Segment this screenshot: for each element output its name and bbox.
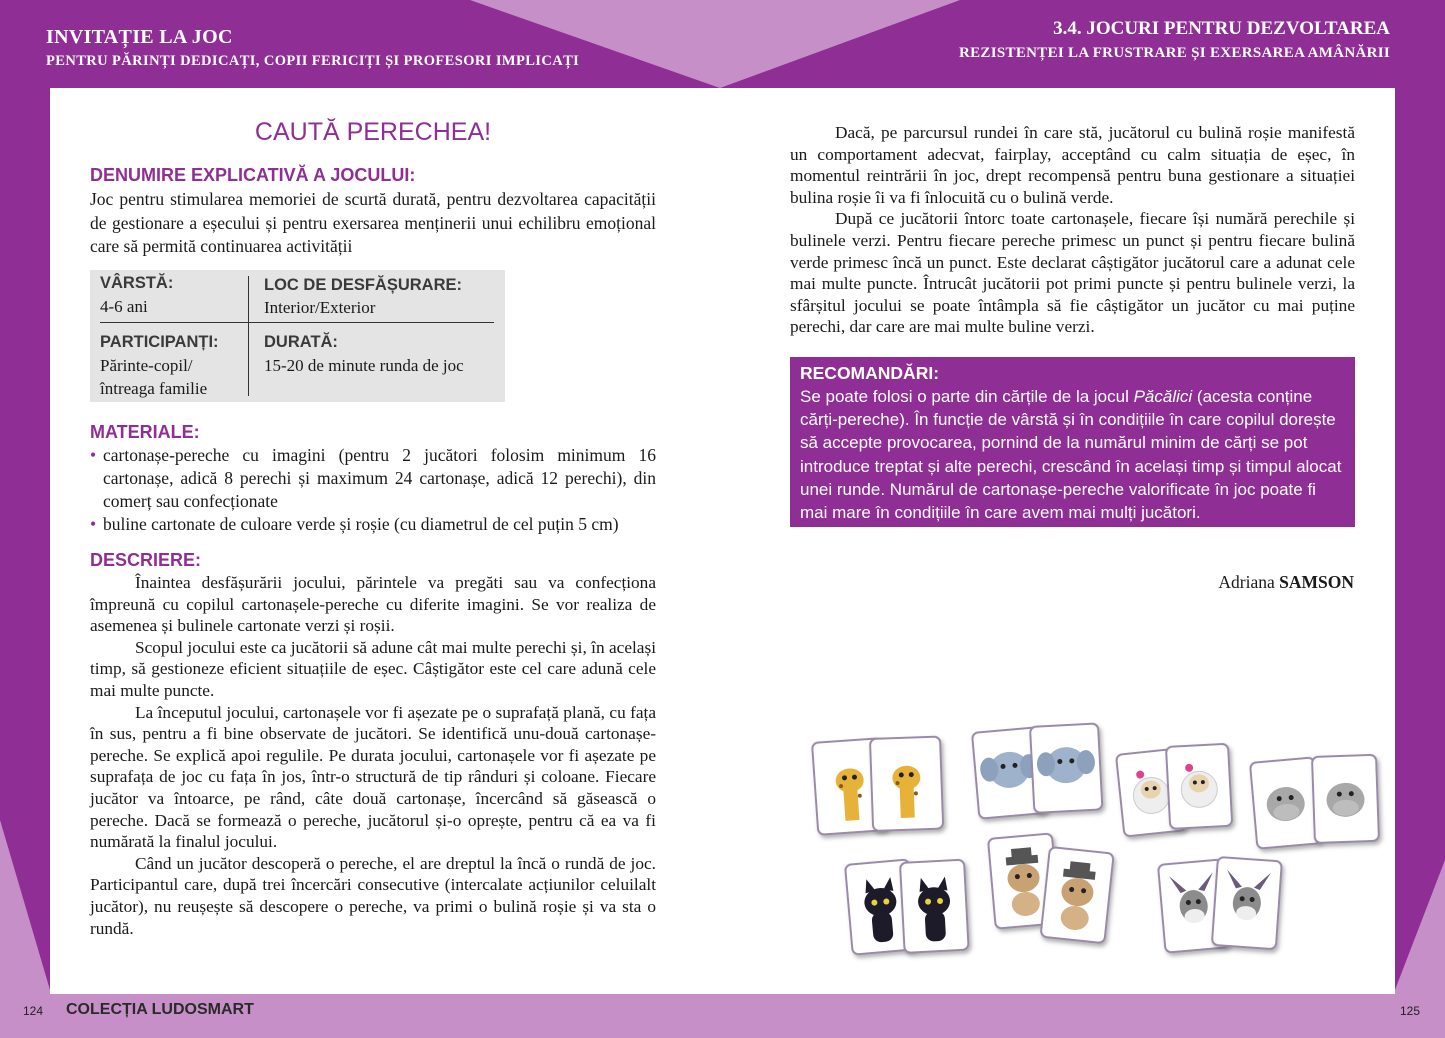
page-number-right: 125 (1399, 1004, 1420, 1018)
recommendations-text (800, 385, 1348, 524)
game-title: CAUTĂ PERECHEA! (254, 118, 492, 146)
participants-label: PARTICIPANȚI: (100, 333, 219, 351)
right-paragraph: Dacă, pe parcursul rundei în care stă, jucătorul cu bulină roșie manifestă un comportament adecvat, fairplay, acceptând cu calm situația de eșec, în momentul reintrării în joc, drept recompensă pentru buna gestionare a situației bulina roșie îi va fi înlocuită cu o bulină verde. (790, 123, 1355, 207)
elephant-card-pair (972, 723, 1102, 818)
right-paragraph: După ce jucătorii întorc toate cartonașele, fiecare își numără perechile și bulinele verzi. Pentru fiecare pereche primesc un punct și pentru fiecare bulină verde primesc încă un punct. Este declarat câștigător jucătorul care a adunat cele mai multe puncte. Întrucât jucătorii pot primi puncte și pentru bulinele verzi, la sfârșitul jocului se poate întâmpla să fie câștigător un jucător cu mai puține perechi, dar care are mai multe buline verzi. (790, 209, 1355, 337)
description-paragraph: Înaintea desfășurării jocului, părintele va pregăti sau va confecționa împreună cu copilul cartonașele-pereche cu diferite imagini. Se vor realiza de asemenea și bulinele cartonate verzi și roșii. (90, 573, 656, 636)
info-divider-horizontal (100, 322, 494, 323)
header-book-title: INVITAȚIE LA JOC (46, 26, 233, 48)
recommendations-text-start: Se poate folosi o parte din cărțile de la jocul (800, 387, 1134, 406)
recommendations-heading: RECOMANDĂRI: (800, 363, 940, 383)
cat-card-pair (845, 859, 969, 954)
header-chapter-title: 3.4. JOCURI PENTRU DEZVOLTAREA (1053, 18, 1390, 39)
page-number-left: 124 (23, 1004, 44, 1018)
description-paragraph: Scopul jocului este ca jucătorii să adune cât mai multe perechi și, în același timp, să gestioneze eficient situațiile de eșec. Câștigător este cel care adună cele mai multe puncte. (90, 637, 656, 700)
giraffe-card-pair (812, 737, 943, 835)
materials-list (90, 444, 656, 536)
materials-item: • cartonașe-pereche cu imagini (pentru 2 jucători folosim minimum 16 cartonașe, adică 8 perechi și maximum 24 cartonașe, adică 12 perechi), din comerț sau confecționate (90, 444, 656, 513)
author-first-name: Adriana (1218, 572, 1275, 592)
author-last-name: SAMSON (1279, 572, 1354, 592)
dog-card-pair (988, 833, 1114, 943)
info-box (90, 270, 505, 402)
pair-cards-illustration (800, 715, 1390, 975)
series-name: COLECȚIA LUDOSMART (66, 1001, 254, 1018)
description-heading: DESCRIERE: (90, 550, 202, 570)
place-label: LOC DE DESFĂȘURARE: (264, 276, 463, 294)
materials-item: • buline cartonate de culoare verde și roșie (cu diametrul de cel puțin 5 cm) (90, 513, 656, 536)
recommendations-box (790, 357, 1355, 527)
donkey-card-pair (1158, 857, 1282, 953)
explanatory-text: Joc pentru stimularea memoriei de scurtă durată, pentru dezvoltarea capacității de gestionare a eșecului și pentru exersarea menținerii unui echilibru emoțional care să permită continuarea activității (90, 189, 656, 256)
sheep-card-pair (1116, 744, 1232, 837)
participants-value-2: întreaga familie (100, 379, 208, 398)
info-divider-vertical (248, 276, 249, 396)
description-paragraph: Când un jucător descoperă o pereche, el are dreptul la încă o rundă de joc. Participantul care, după trei încercări consecutive (intercalate acțiunilor celuilalt jucător), nu reușește să descopere o pereche, va primi o bulină roșie și va sta o rundă. (90, 853, 656, 938)
explanatory-heading: DENUMIRE EXPLICATIVĂ A JOCULUI: (90, 165, 416, 185)
header-book-subtitle: PENTRU PĂRINȚI DEDICAȚI, COPII FERICIȚI ȘI PROFESORI IMPLICAȚI (46, 53, 580, 69)
recommendations-game-name: Păcălici (1133, 387, 1193, 406)
header-chapter-subtitle: REZISTENȚEI LA FRUSTRARE ȘI EXERSAREA AMÂNĂRII (959, 45, 1390, 61)
description-paragraph: La începutul jocului, cartonașele vor fi așezate pe o suprafață plană, cu fața în sus, pentru a fi bine observate de jucători. Se identifică unu-două cartonașe-pereche. Se explică apoi regulile. Pe durata jocului, cartonașele vor fi așezate pe suprafața de joc cu fața în jos, într-o structură de tip rânduri și coloane. Fiecare jucător va întoarce, pe rând, câte două cartonașe, încercând să găsească o pereche. Dacă se formează o pereche, jucătorul și-o oprește, pentru că ea va fi numărată la finalul jocului. (90, 702, 656, 852)
age-label: VÂRSTĂ: (100, 274, 174, 292)
age-value: 4-6 ani (100, 297, 148, 316)
materials-list-wrap (90, 444, 656, 536)
place-value: Interior/Exterior (264, 298, 376, 317)
participants-value-1: Părinte-copil/ (100, 356, 193, 375)
recommendations-text-end: (acesta conține cărți-pereche). În funcție de vârstă și în condițiile în care copilul dorește să accepte provocarea, pornind de la numărul minim de cărți se pot introduce treptat și alte perechi, crescând în același timp și timpul alocat unei runde. Numărul de cartonașe-pereche valorificate în joc poate fi mai mare în condițiile în care avem mai mulți jucători. (800, 387, 1342, 523)
materials-heading: MATERIALE: (90, 422, 200, 442)
author (1218, 572, 1354, 593)
right-column-text (790, 122, 1355, 338)
hippo-card-pair (1250, 755, 1379, 849)
description-text (90, 572, 656, 939)
duration-value: 15-20 de minute runda de joc (264, 356, 464, 375)
duration-label: DURATĂ: (264, 333, 338, 351)
